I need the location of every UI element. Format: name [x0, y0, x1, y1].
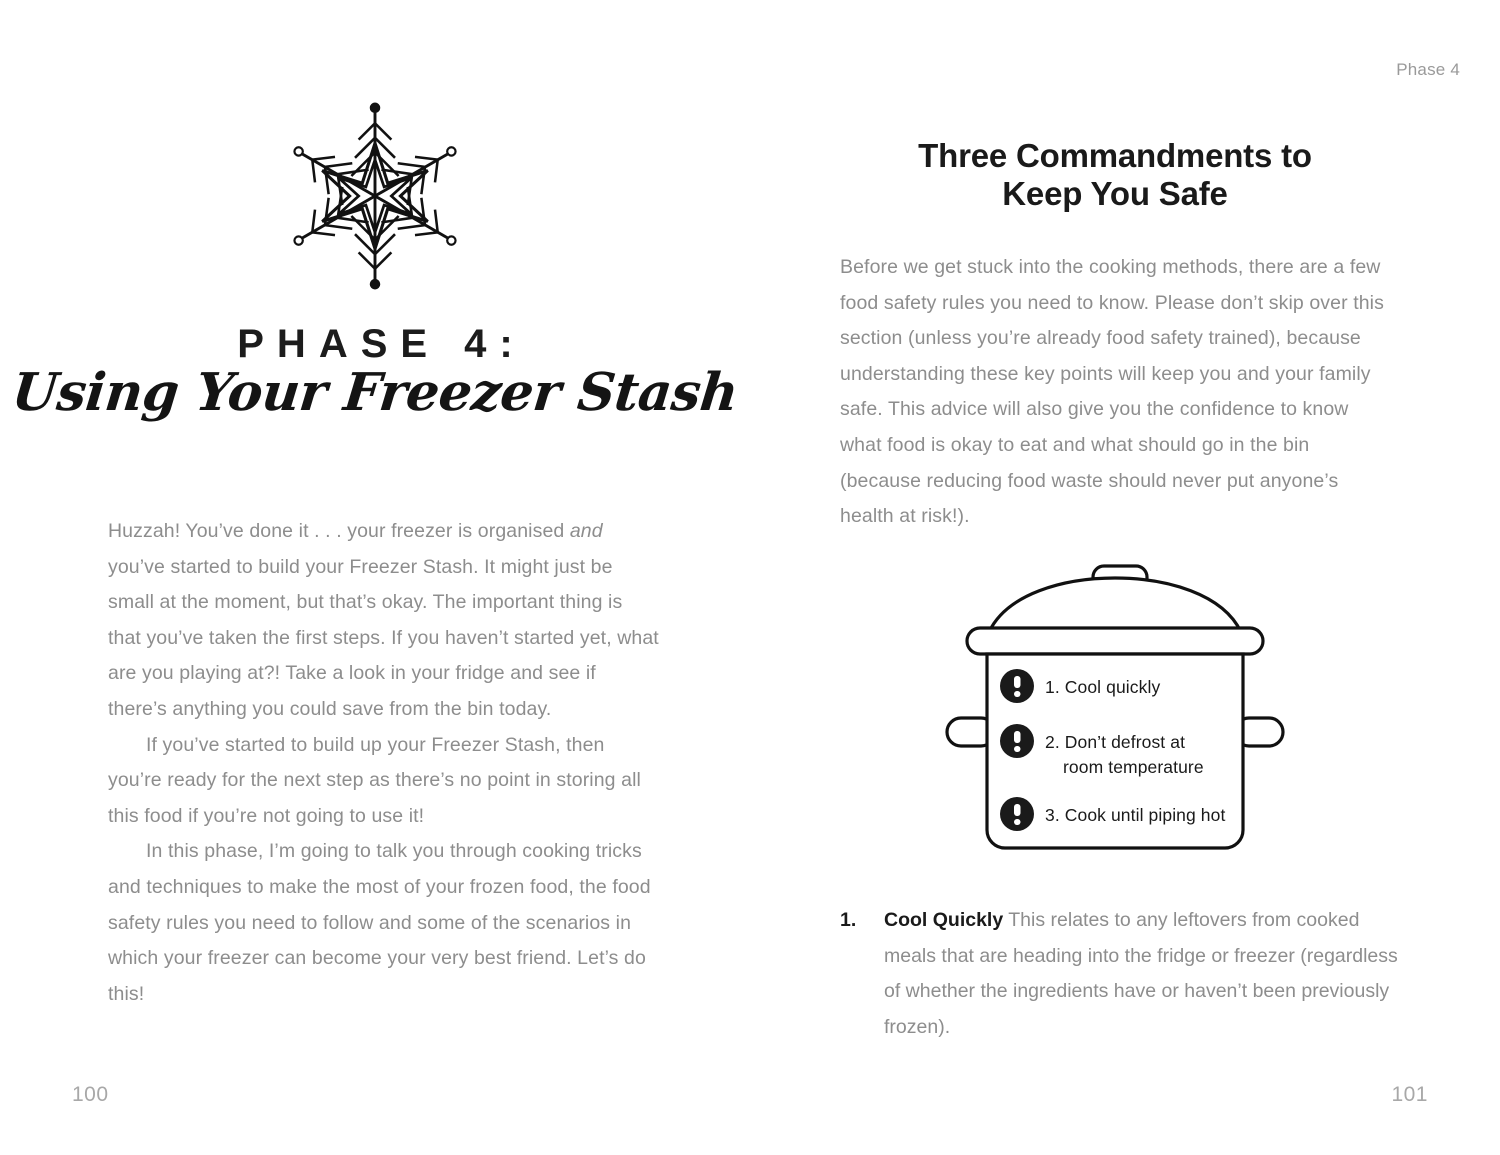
svg-text:3. Cook until piping hot: 3. Cook until piping hot	[1045, 805, 1226, 825]
list-item-marker: 1.	[840, 909, 857, 931]
page-number-right: 101	[1391, 1083, 1428, 1106]
list-item-lead: Cool Quickly	[884, 909, 1004, 931]
section-heading	[790, 137, 1440, 213]
paragraph-text-part-2: you’ve started to build your Freezer Stash. It might just be small at the moment, but that’s okay. The important thing is that you’ve taken the first steps. If you haven’t started yet, what are you playing at?! Take a look in your fridge and see if there’s anything you could save from the bin today.	[108, 555, 659, 720]
section-heading-line-1: Three Commandments to	[918, 137, 1312, 174]
list-item-body: This relates to any leftovers from cooked meals that are heading into the fridge or freezer (regardless of whether the ingredients have or haven’t been previously frozen).	[884, 909, 1398, 1038]
paragraph-text-part-1: Huzzah! You’ve done it . . . your freezer is organised	[108, 520, 570, 542]
paragraph	[108, 514, 660, 728]
phase-label: PHASE 4:	[237, 322, 526, 366]
right-body-column	[840, 250, 1392, 535]
cooking-pot-icon	[790, 558, 1440, 868]
section-heading-line-2: Keep You Safe	[1002, 175, 1228, 212]
list-item	[840, 903, 1400, 1045]
page-number-left: 100	[72, 1083, 109, 1106]
svg-text:room temperature: room temperature	[1063, 757, 1204, 777]
list-item-text	[884, 903, 1400, 1045]
running-head: Phase 4	[1396, 60, 1460, 79]
italic-word: and	[569, 520, 603, 542]
paragraph: Before we get stuck into the cooking methods, there are a few food safety rules you need to know. Please don’t skip over this section (unless you’re already food safety trained), because understanding these key points will keep you and your family safe. This advice will also give you the confidence to know what food is okay to eat and what should go in the bin (because reducing food waste should never put anyone’s health at risk!).	[840, 256, 1384, 528]
numbered-list	[840, 903, 1400, 1045]
page-title: Using Your Freezer Stash	[9, 362, 741, 423]
svg-text:1. Cool quickly: 1. Cool quickly	[1045, 677, 1161, 697]
left-body-column	[108, 514, 660, 1012]
paragraph: In this phase, I’m going to talk you through cooking tricks and techniques to make the most of your frozen food, the food safety rules you need to follow and some of the scenarios in which your freezer can become your very best friend. Let’s do this!	[108, 840, 651, 1005]
paragraph: If you’ve started to build up your Freezer Stash, then you’re ready for the next step as there’s no point in storing all this food if you’re not going to use it!	[108, 733, 641, 827]
svg-text:2. Don’t defrost at: 2. Don’t defrost at	[1045, 732, 1186, 752]
snowflake-icon	[0, 96, 750, 296]
